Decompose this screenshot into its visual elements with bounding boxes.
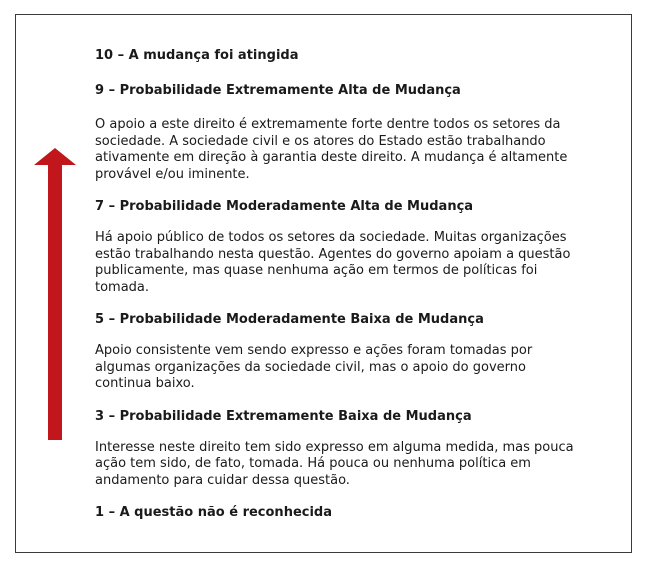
level-9-heading: 9 – Probabilidade Extremamente Alta de Mudança bbox=[95, 83, 461, 98]
scale-content bbox=[95, 47, 585, 521]
level-7-heading: 7 – Probabilidade Moderadamente Alta de Mudança bbox=[95, 199, 474, 214]
up-arrow-icon bbox=[34, 148, 76, 440]
level-5-description: Apoio consistente vem sendo expresso e ações foram tomadas por algumas organizações da sociedade civil, mas o apoio do governo continua baixo. bbox=[95, 343, 533, 391]
level-5-heading: 5 – Probabilidade Moderadamente Baixa de Mudança bbox=[95, 312, 484, 327]
level-7-description: Há apoio público de todos os setores da sociedade. Muitas organizações estão trabalhando nesta questão. Agentes do governo apoiam a questão publicamente, mas quase nenhuma ação em termos de políticas foi tomada. bbox=[95, 230, 571, 295]
level-1-heading: 1 – A questão não é reconhecida bbox=[95, 505, 333, 520]
level-3-heading: 3 – Probabilidade Extremamente Baixa de Mudança bbox=[95, 408, 472, 424]
level-3-description: Interesse neste direito tem sido expresso em alguma medida, mas pouca ação tem sido, de fato, tomada. Há pouca ou nenhuma política em andamento para cuidar dessa questão. bbox=[95, 439, 574, 488]
level-9-description: O apoio a este direito é extremamente forte dentre todos os setores da sociedade. A sociedade civil e os atores do Estado estão trabalhando ativamente em direção à garantia deste direito. A mudança é altamente provável e/ou iminente. bbox=[95, 117, 568, 182]
level-10-heading: 10 – A mudança foi atingida bbox=[95, 48, 299, 63]
